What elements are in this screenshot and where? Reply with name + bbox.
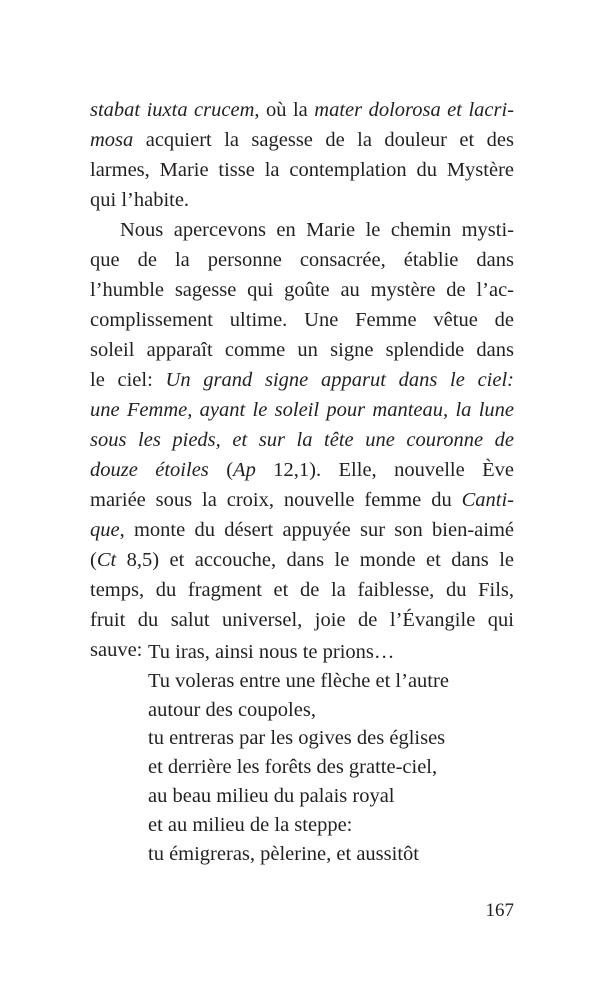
italic-text: mater dolorosa et lacri-	[314, 99, 515, 121]
text-segment: mariée sous la croix, nouvelle femme du	[90, 489, 462, 511]
italic-text: Ap	[233, 459, 256, 481]
text-line	[90, 425, 514, 455]
text-segment: , monte du désert appuyée sur son bien-aimé	[119, 519, 514, 541]
poem-line: tu émigreras, pèlerine, et aussitôt	[148, 842, 419, 865]
italic-text: douze étoiles	[90, 459, 209, 481]
italic-text: que	[90, 519, 120, 541]
text-segment: sauve:	[90, 639, 143, 661]
text-line	[90, 605, 514, 635]
text-line	[90, 95, 514, 125]
text-segment: qui l’habite.	[90, 189, 190, 211]
text-line	[90, 515, 514, 545]
text-segment: complissement ultime. Une Femme vêtue de	[90, 309, 514, 331]
italic-text: stabat iuxta crucem	[90, 99, 255, 121]
text-segment: (	[208, 459, 234, 481]
text-line	[90, 485, 514, 515]
text-line	[90, 155, 514, 185]
text-segment: temps, du fragment et de la faiblesse, du Fils,	[90, 579, 514, 601]
text-line	[90, 275, 514, 305]
poem-quote	[148, 638, 528, 868]
text-segment: 8,5) et accouche, dans le monde et dans le	[116, 549, 514, 571]
text-segment: que de la personne consacrée, établie dans	[90, 249, 514, 271]
text-segment: acquiert la sagesse de la douleur et des	[133, 129, 514, 151]
italic-text: Ct	[96, 549, 117, 571]
italic-text: mosa	[90, 129, 134, 151]
text-segment: le ciel:	[90, 369, 166, 391]
poem-line: au beau milieu du palais royal	[148, 784, 395, 807]
poem-line: et au milieu de la steppe:	[148, 813, 353, 836]
text-segment: fruit du salut universel, joie de l’Évangile qui	[90, 609, 514, 631]
italic-text: sous les pieds, et sur la tête une couronne de	[90, 429, 514, 451]
text-line	[90, 455, 514, 485]
text-line	[90, 575, 514, 605]
text-segment: 12,1). Elle, nouvelle Ève	[255, 459, 514, 481]
text-line	[90, 335, 514, 365]
page-number: 167	[485, 900, 514, 921]
poem-line: Tu voleras entre une flèche et l’autre	[148, 669, 449, 692]
text-segment: l’humble sagesse qui goûte au mystère de l’ac-	[90, 279, 514, 301]
poem-line: Tu iras, ainsi nous te prions…	[148, 641, 395, 663]
prose-paragraphs	[90, 95, 514, 665]
poem-line: autour des coupoles,	[148, 698, 316, 721]
text-line	[90, 125, 514, 155]
poem-line: tu entreras par les ogives des églises	[148, 727, 446, 750]
text-line	[90, 365, 514, 395]
italic-text: une Femme, ayant le soleil pour manteau, la lune	[90, 399, 514, 421]
italic-text: Un grand signe apparut dans le ciel:	[165, 369, 514, 391]
text-line	[90, 185, 514, 215]
text-segment: , où la	[254, 99, 315, 121]
text-line	[90, 245, 514, 275]
text-line	[90, 215, 514, 245]
text-line	[90, 395, 514, 425]
text-line	[90, 545, 514, 575]
text-segment: larmes, Marie tisse la contemplation du Mystère	[90, 159, 514, 181]
text-segment: soleil apparaît comme un signe splendide dans	[90, 339, 514, 361]
text-segment: (	[90, 549, 97, 571]
text-segment: Nous apercevons en Marie le chemin mysti-	[120, 219, 514, 241]
italic-text: Canti-	[461, 489, 514, 511]
text-line	[90, 305, 514, 335]
poem-line: et derrière les forêts des gratte-ciel,	[148, 756, 438, 779]
